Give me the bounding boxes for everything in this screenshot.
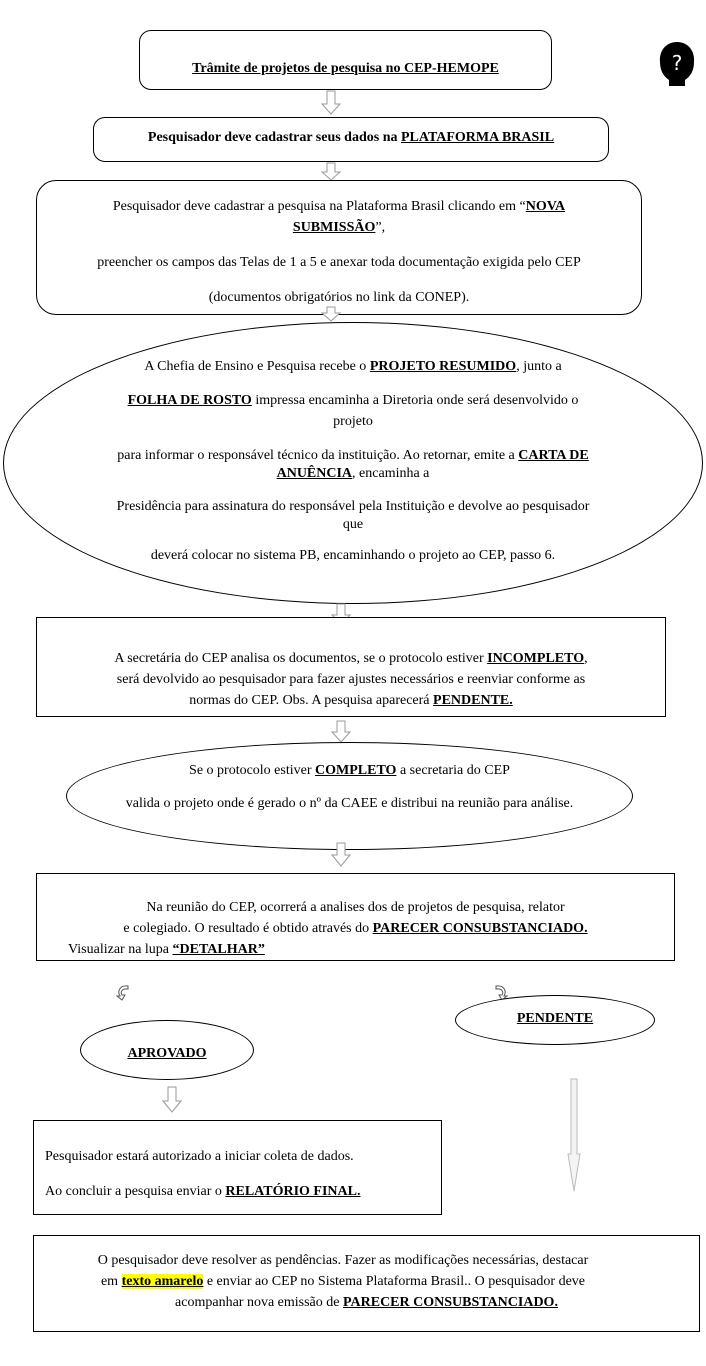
step5-line1: Se o protocolo estiver COMPLETO a secretaria do CEP [189,763,510,778]
step3-line4: ANUÊNCIA, encaminha a [276,466,430,481]
step6-line3: Visualizar na lupa “DETALHAR” [68,942,265,957]
step3-line3: para informar o responsável técnico da instituição. Ao retornar, emite a CARTA DE [117,448,589,463]
down-arrow-5 [331,720,351,744]
approved-line1: Pesquisador estará autorizado a iniciar coleta de dados. [45,1149,354,1164]
page-title: Trâmite de projetos de pesquisa no CEP-HEMOPE [192,61,499,76]
down-arrow-3 [321,306,341,322]
step4-line1: A secretária do CEP analisa os documentos, se o protocolo estiver INCOMPLETO, [114,651,588,666]
down-arrow-2 [321,162,341,182]
help-head-icon [657,40,697,88]
curved-arrow-left-icon [114,983,132,1001]
pending-line3: acompanhar nova emissão de PARECER CONSUBSTANCIADO. [175,1295,558,1310]
approved-result-box [33,1120,442,1215]
step3-line2b: projeto [333,414,373,429]
pendente-label: PENDENTE [516,1011,594,1026]
aprovado-label: APROVADO [127,1046,207,1061]
step2-line1: Pesquisador deve cadastrar a pesquisa na Plataforma Brasil clicando em “NOVA [112,199,566,214]
long-down-arrow-pendente [566,1078,582,1194]
step6-line1: Na reunião do CEP, ocorrerá a analises dos de projetos de pesquisa, relator [146,900,565,915]
step4-line2: será devolvido ao pesquisador para fazer ajustes necessários e reenviar conforme as [116,672,586,687]
down-arrow-aprovado [162,1086,182,1114]
down-arrow-6 [331,842,351,868]
step5-line2: valida o projeto onde é gerado o nº da CAEE e distribui na reunião para análise. [125,796,574,811]
pending-line2: em texto amarelo e enviar ao CEP no Sistema Plataforma Brasil.. O pesquisador deve [100,1274,586,1289]
down-arrow-1 [321,90,341,116]
step3-line5b: que [342,517,364,532]
approved-line2: Ao concluir a pesquisa enviar o RELATÓRIO FINAL. [45,1184,361,1199]
svg-text:?: ? [671,51,683,75]
step3-line2: FOLHA DE ROSTO impressa encaminha a Diretoria onde será desenvolvido o [127,393,579,408]
step2-line3: preencher os campos das Telas de 1 a 5 e anexar toda documentação exigida pelo CEP [97,255,581,270]
step3-line1: A Chefia de Ensino e Pesquisa recebe o PROJETO RESUMIDO, junto a [144,359,562,374]
step1-text: Pesquisador deve cadastrar seus dados na PLATAFORMA BRASIL [147,130,555,145]
step6-line2: e colegiado. O resultado é obtido através do PARECER CONSUBSTANCIADO. [123,921,588,936]
pending-line1: O pesquisador deve resolver as pendências. Fazer as modificações necessárias, destacar [97,1253,589,1268]
step2-line4: (documentos obrigatórios no link da CONEP). [208,290,470,305]
step3-line5: Presidência para assinatura do responsável pela Instituição e devolve ao pesquisador [116,499,590,514]
step4-line3: normas do CEP. Obs. A pesquisa aparecerá PENDENTE. [189,693,513,708]
step2-line2: SUBMISSÃO”, [292,220,386,235]
step3-line6: deverá colocar no sistema PB, encaminhando o projeto ao CEP, passo 6. [150,548,556,563]
yellow-highlight-text: texto amarelo [121,1274,204,1289]
